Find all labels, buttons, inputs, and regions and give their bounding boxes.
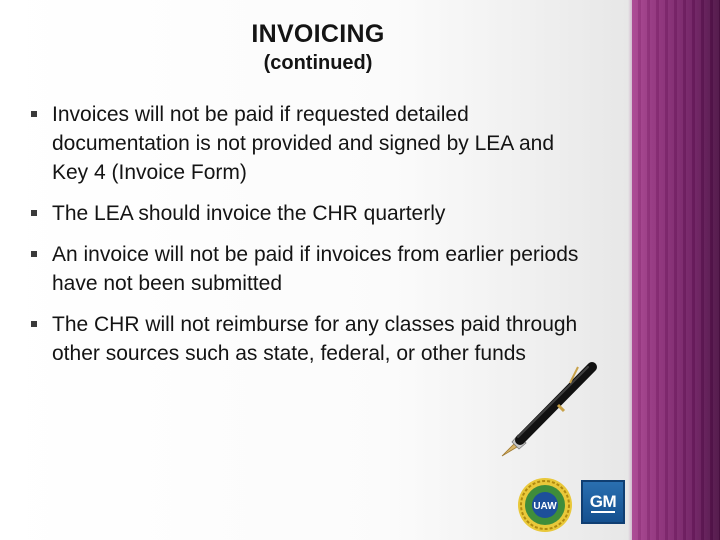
bullet-square-icon bbox=[31, 210, 37, 216]
gm-logo-text: GM bbox=[589, 492, 617, 511]
bullet-item bbox=[28, 240, 588, 298]
gm-logo-underline bbox=[591, 511, 615, 513]
bullet-text: The LEA should invoice the CHR quarterly bbox=[52, 202, 446, 225]
bullet-text: An invoice will not be paid if invoices from earlier periods have not been submitted bbox=[52, 243, 579, 295]
bullet-text: The CHR will not reimburse for any classes paid through other sources such as state, federal, or other funds bbox=[52, 313, 578, 365]
slide-title: INVOICING bbox=[251, 20, 385, 48]
bullet-list bbox=[28, 100, 588, 380]
slide-subtitle: (continued) bbox=[263, 52, 373, 74]
bullet-square-icon bbox=[31, 321, 37, 327]
bullet-square-icon bbox=[31, 111, 37, 117]
uaw-logo-icon bbox=[517, 477, 573, 533]
bullet-item bbox=[28, 100, 588, 187]
uaw-logo-text: UAW bbox=[533, 501, 557, 512]
bullet-square-icon bbox=[31, 251, 37, 257]
bullet-item bbox=[28, 199, 588, 228]
side-band bbox=[632, 0, 720, 540]
bullet-text: Invoices will not be paid if requested detailed documentation is not provided and signed by LEA and Key 4 (Invoice Form) bbox=[52, 103, 555, 184]
gm-logo-icon bbox=[581, 480, 625, 524]
fountain-pen-icon bbox=[500, 355, 604, 459]
